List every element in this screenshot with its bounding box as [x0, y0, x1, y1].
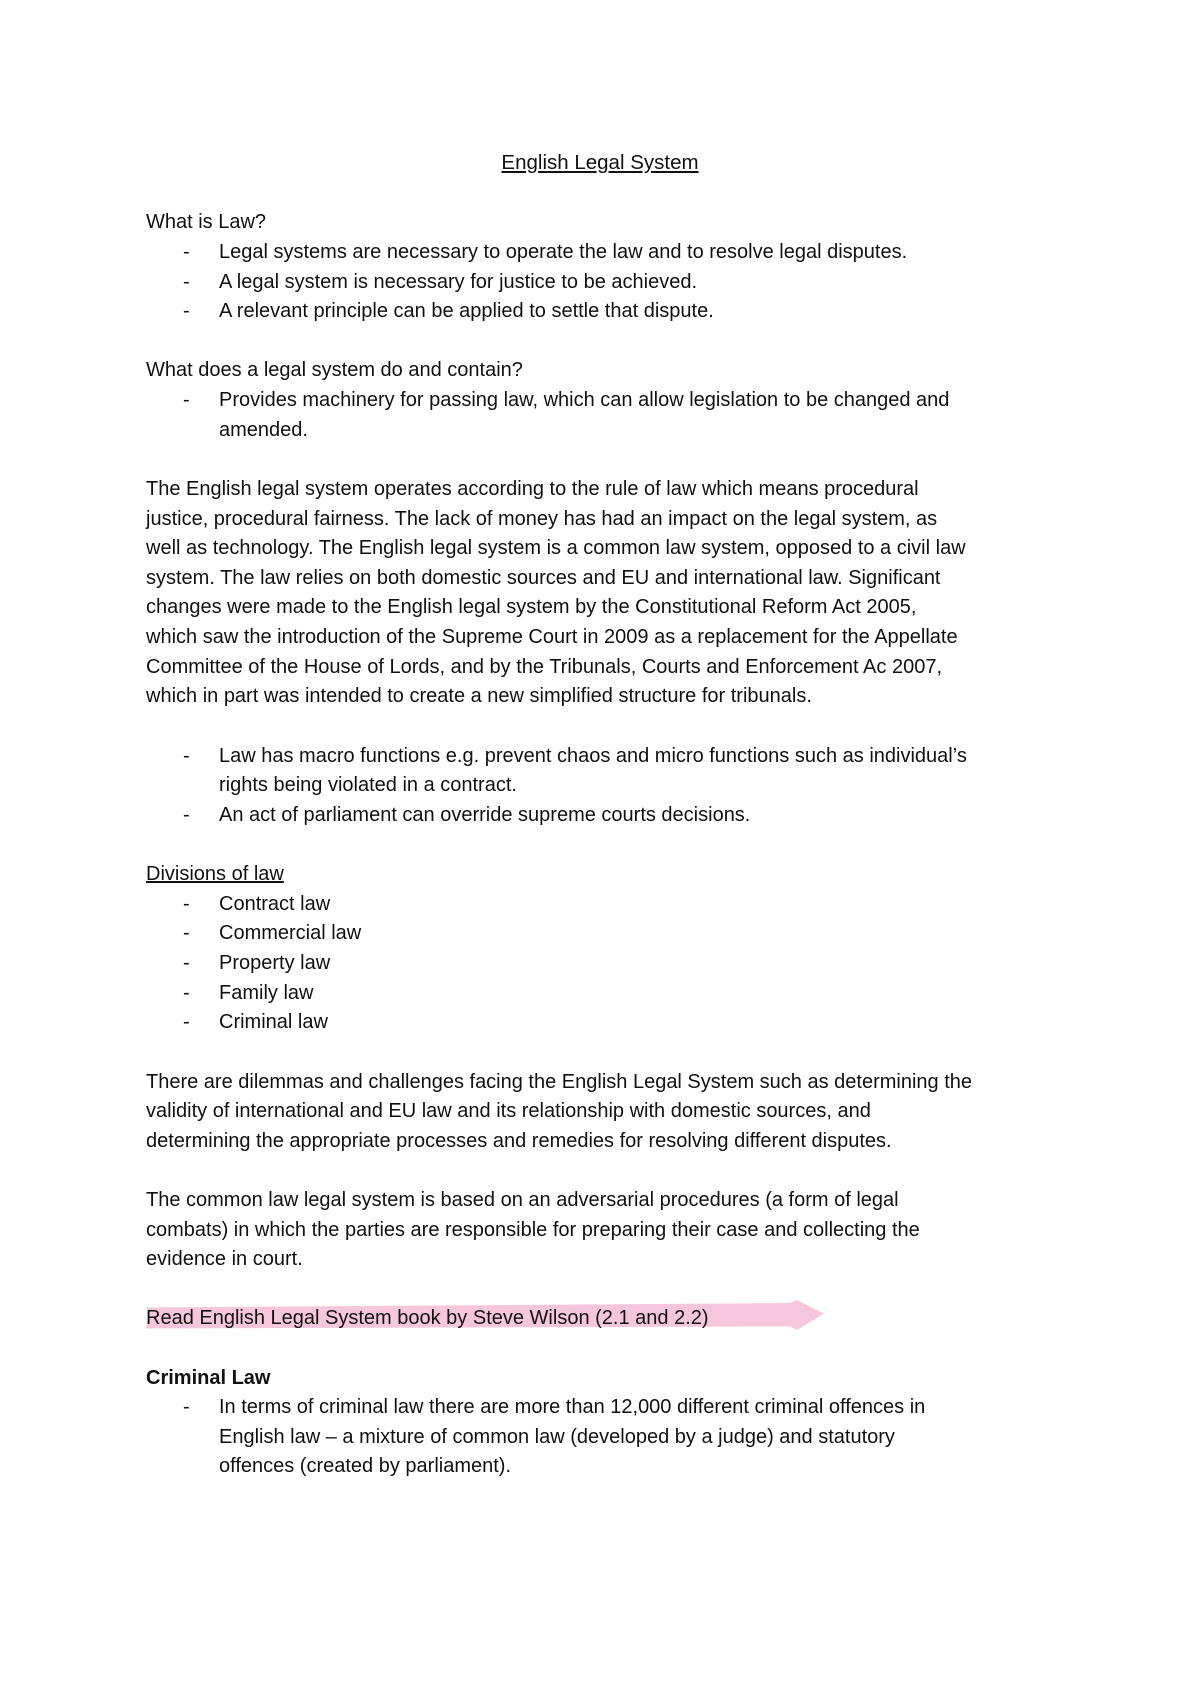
paragraph-line: validity of international and EU law and its relationship with domestic sources, and [146, 1100, 871, 1122]
paragraph-line: which saw the introduction of the Supreme Court in 2009 as a replacement for the Appellate [146, 626, 958, 648]
bullet-dash: - [183, 804, 190, 826]
bullet-item: Law has macro functions e.g. prevent chaos and micro functions such as individual’s [219, 745, 967, 767]
division-item: Criminal law [219, 1011, 328, 1033]
bullet-item: In terms of criminal law there are more than 12,000 different criminal offences in [219, 1396, 926, 1418]
bullet-dash: - [183, 241, 190, 263]
division-item: Contract law [219, 893, 331, 915]
bullet-item: An act of parliament can override supreme courts decisions. [219, 804, 751, 826]
division-item: Commercial law [219, 922, 362, 944]
bullet-dash: - [183, 982, 190, 1004]
paragraph-line: evidence in court. [146, 1248, 303, 1270]
section-heading-what-is-law: What is Law? [146, 211, 267, 233]
bullet-dash: - [183, 271, 190, 293]
paragraph-line: The English legal system operates according to the rule of law which means procedural [146, 478, 919, 500]
bullet-dash: - [183, 300, 190, 322]
bullet-item: A legal system is necessary for justice to be achieved. [219, 271, 698, 293]
section-heading-criminal-law: Criminal Law [146, 1367, 271, 1389]
section-heading-legal-system: What does a legal system do and contain? [146, 359, 523, 381]
section-heading-divisions: Divisions of law [146, 863, 284, 885]
highlighted-reading-note: Read English Legal System book by Steve Wilson (2.1 and 2.2) [146, 1307, 709, 1329]
bullet-item-continuation: English law – a mixture of common law (developed by a judge) and statutory [219, 1426, 895, 1448]
bullet-dash: - [183, 922, 190, 944]
bullet-item-continuation: amended. [219, 419, 308, 441]
bullet-dash: - [183, 1011, 190, 1033]
bullet-item: Provides machinery for passing law, which can allow legislation to be changed and [219, 389, 950, 411]
bullet-dash: - [183, 745, 190, 767]
paragraph-line: well as technology. The English legal system is a common law system, opposed to a civil law [146, 537, 966, 559]
bullet-dash: - [183, 952, 190, 974]
division-item: Property law [219, 952, 331, 974]
page-title: English Legal System [501, 151, 699, 174]
paragraph-line: There are dilemmas and challenges facing the English Legal System such as determining the [146, 1071, 973, 1093]
bullet-item: A relevant principle can be applied to settle that dispute. [219, 300, 714, 322]
paragraph-line: justice, procedural fairness. The lack of money has had an impact on the legal system, as [146, 508, 938, 530]
bullet-dash: - [183, 389, 190, 411]
paragraph-line: The common law legal system is based on an adversarial procedures (a form of legal [146, 1189, 899, 1211]
paragraph-line: determining the appropriate processes and remedies for resolving different disputes. [146, 1130, 892, 1152]
division-item: Family law [219, 982, 314, 1004]
paragraph-line: which in part was intended to create a new simplified structure for tribunals. [146, 685, 812, 707]
bullet-item-continuation: rights being violated in a contract. [219, 774, 517, 796]
paragraph-line: combats) in which the parties are responsible for preparing their case and collecting the [146, 1219, 920, 1241]
bullet-dash: - [183, 1396, 190, 1418]
paragraph-line: system. The law relies on both domestic sources and EU and international law. Significant [146, 567, 941, 589]
bullet-dash: - [183, 893, 190, 915]
bullet-item: Legal systems are necessary to operate the law and to resolve legal disputes. [219, 241, 908, 263]
paragraph-line: Committee of the House of Lords, and by the Tribunals, Courts and Enforcement Ac 2007, [146, 656, 942, 678]
bullet-item-continuation: offences (created by parliament). [219, 1455, 512, 1477]
paragraph-line: changes were made to the English legal system by the Constitutional Reform Act 2005, [146, 596, 917, 618]
